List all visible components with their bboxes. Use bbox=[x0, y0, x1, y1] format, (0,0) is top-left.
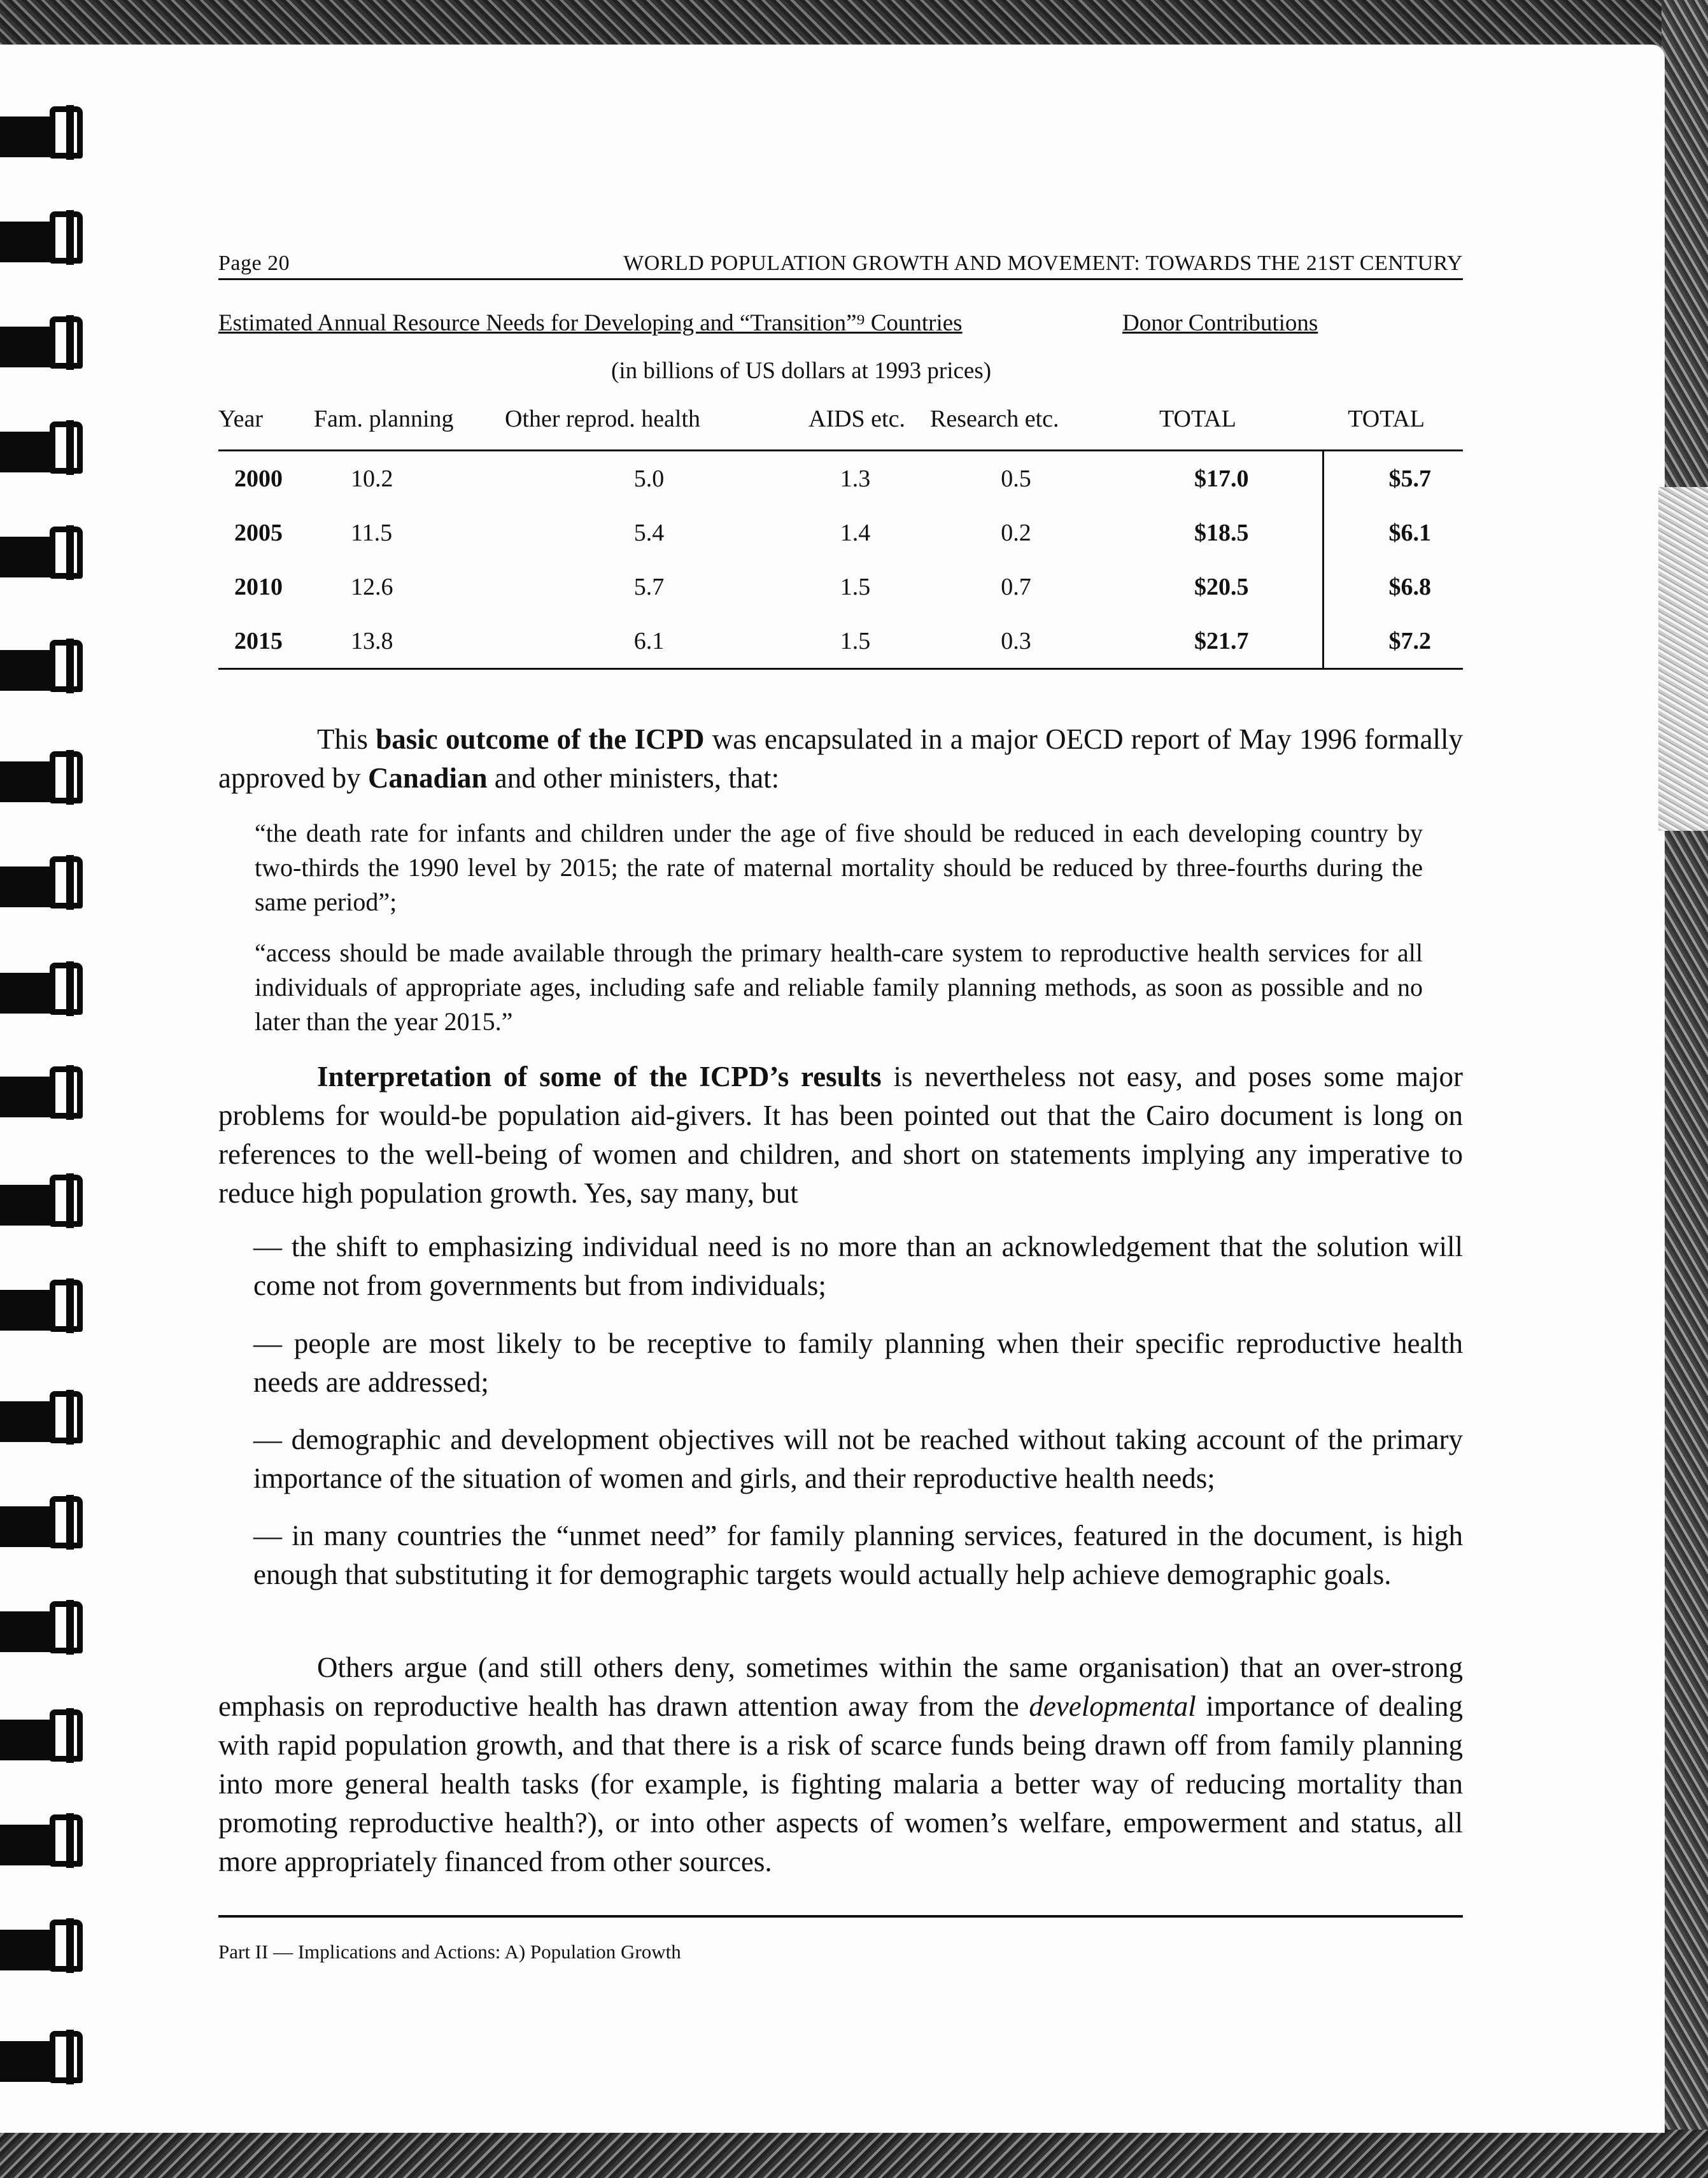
table-row bbox=[218, 614, 1463, 669]
bold-run: basic outcome of the ICPD bbox=[376, 723, 705, 755]
text-run: is nevertheless not easy, and poses some major problems for would-be population aid-givers. It has been pointed out that the Cairo document is long on references to the well-being of women and children, and short on statements implying any imperative to reduce high population growth. Yes, say many, but bbox=[218, 1061, 1463, 1209]
column-header: AIDS etc. bbox=[793, 399, 917, 451]
table-cell: 12.6 bbox=[351, 573, 393, 600]
dash-item: — the shift to emphasizing individual need is no more than an acknowledgement that the solution will come not from governments but from individuals; bbox=[253, 1231, 1463, 1301]
table-cell: 1.5 bbox=[793, 614, 917, 669]
table-cell: 2015 bbox=[218, 614, 314, 669]
paragraph-interpretation bbox=[218, 1057, 1463, 1213]
paragraph-outcome bbox=[218, 720, 1463, 798]
table-row bbox=[218, 560, 1463, 614]
italic-run: developmental bbox=[1029, 1690, 1196, 1722]
table-cell: 0.2 bbox=[1001, 519, 1031, 546]
binding-ring bbox=[0, 1600, 92, 1656]
binding-ring bbox=[0, 210, 92, 266]
block-quote: “access should be made available through the primary health-care system to reproductive health services for all individuals of appropriate ages, including safe and reliable family planning methods, as soon as possible and no later than the year 2015.” bbox=[255, 938, 1423, 1036]
text-run: was encapsulated in a major OECD report of May 1996 formally approved by bbox=[218, 723, 1463, 794]
table-units-note: (in billions of US dollars at 1993 prices) bbox=[611, 358, 992, 384]
binding-ring bbox=[0, 1173, 92, 1229]
table-cell: $6.8 bbox=[1388, 573, 1431, 600]
resource-needs-table bbox=[218, 399, 1463, 670]
binding-ring bbox=[0, 1495, 92, 1551]
table-cell: 5.0 bbox=[633, 465, 665, 492]
binding-ring bbox=[0, 1065, 92, 1121]
running-title: WORLD POPULATION GROWTH AND MOVEMENT: TOWARDS THE 21ST CENTURY bbox=[623, 251, 1463, 275]
binding-ring bbox=[0, 525, 92, 581]
column-header: Year bbox=[218, 399, 314, 451]
column-header: Other reprod. health bbox=[505, 399, 793, 451]
binding-ring bbox=[0, 315, 92, 371]
table-cell: $5.7 bbox=[1388, 465, 1431, 492]
table-cell: 5.7 bbox=[633, 573, 665, 600]
table-cell: 1.4 bbox=[840, 519, 871, 546]
table-cell: $21.7 bbox=[1115, 614, 1323, 669]
table-cell: $7.2 bbox=[1323, 614, 1463, 669]
page-number: Page 20 bbox=[218, 251, 290, 275]
table-cell: 2005 bbox=[234, 519, 283, 546]
scan-border-top bbox=[0, 0, 1708, 51]
table-cell: 13.8 bbox=[314, 614, 505, 669]
binding-ring bbox=[0, 1278, 92, 1334]
scan-border-right bbox=[1662, 0, 1708, 2178]
text-run: Others argue (and still others deny, sometimes within the same organisation) that an over-strong emphasis on reproductive health has drawn attention away from the bbox=[218, 1651, 1463, 1722]
binding-ring bbox=[0, 1813, 92, 1869]
footer-rule bbox=[218, 1915, 1463, 1918]
table-cell: 1.5 bbox=[840, 573, 871, 600]
page-footer: Part II — Implications and Actions: A) Population Growth bbox=[218, 1941, 681, 1963]
table-caption-donor: Donor Contributions bbox=[1122, 310, 1318, 336]
dash-item: — people are most likely to be receptive to family planning when their specific reproductive health needs are addressed; bbox=[253, 1327, 1463, 1398]
table-header-row bbox=[218, 399, 1463, 451]
table-cell: 0.7 bbox=[1001, 573, 1031, 600]
bold-run: Interpretation of some of the ICPD’s results bbox=[317, 1061, 882, 1093]
page-edge-tab bbox=[1658, 487, 1708, 831]
table-caption: Estimated Annual Resource Needs for Developing and “Transition”⁹ Countries bbox=[218, 310, 963, 336]
column-header: TOTAL bbox=[1115, 399, 1323, 451]
table-cell: 0.5 bbox=[1001, 465, 1031, 492]
running-header bbox=[218, 245, 1463, 280]
binding-ring bbox=[0, 420, 92, 476]
column-header: Research etc. bbox=[917, 399, 1115, 451]
table-cell: 0.3 bbox=[917, 614, 1115, 669]
text-run: and other ministers, that: bbox=[487, 762, 780, 794]
table-cell: $20.5 bbox=[1115, 560, 1323, 614]
table-cell: $17.0 bbox=[1115, 451, 1323, 506]
table-row bbox=[218, 451, 1463, 506]
binding-ring bbox=[0, 750, 92, 806]
binding-ring bbox=[0, 1918, 92, 1974]
binding-ring bbox=[0, 2030, 92, 2086]
table-cell: 6.1 bbox=[505, 614, 793, 669]
spiral-binding bbox=[0, 0, 95, 2101]
bold-run: Canadian bbox=[367, 762, 488, 794]
block-quote: “the death rate for infants and children under the age of five should be reduced in each developing country by two-thirds the 1990 level by 2015; the rate of maternal mortality should be reduced by three-fourths during the same period”; bbox=[255, 819, 1423, 916]
text-run: importance of dealing with rapid population growth, and that there is a risk of scarce funds being drawn off from family planning into more general health tasks (for example, is fighting malaria a better way of reducing mortality than promoting reproductive health?), or into other aspects of women’s welfare, empowerment and status, all more appropriately financed from other sources. bbox=[218, 1690, 1463, 1877]
table-row bbox=[218, 506, 1463, 560]
table-cell: 2000 bbox=[234, 465, 283, 492]
table-cell: 11.5 bbox=[351, 519, 393, 546]
dash-item: — demographic and development objectives will not be reached without taking account of the primary importance of the situation of women and girls, and their reproductive health needs; bbox=[253, 1424, 1463, 1494]
table-cell: 10.2 bbox=[351, 465, 393, 492]
binding-ring bbox=[0, 961, 92, 1017]
table-cell: $6.1 bbox=[1388, 519, 1431, 546]
scan-border-bottom bbox=[0, 2130, 1708, 2178]
binding-ring bbox=[0, 639, 92, 695]
binding-ring bbox=[0, 1390, 92, 1446]
table-cell: 2010 bbox=[234, 573, 283, 600]
paragraph-others-argue bbox=[218, 1648, 1463, 1881]
binding-ring bbox=[0, 105, 92, 161]
binding-ring bbox=[0, 855, 92, 911]
table-cell: $18.5 bbox=[1115, 506, 1323, 560]
column-header: TOTAL bbox=[1323, 399, 1463, 451]
dash-item: — in many countries the “unmet need” for family planning services, featured in the document, is high enough that substituting it for demographic targets would actually help achieve demographic goals. bbox=[253, 1520, 1463, 1590]
table-cell: 1.3 bbox=[840, 465, 871, 492]
column-header: Fam. planning bbox=[314, 399, 505, 451]
table-cell: 5.4 bbox=[633, 519, 665, 546]
binding-ring bbox=[0, 1708, 92, 1764]
text-run: This bbox=[317, 723, 376, 755]
